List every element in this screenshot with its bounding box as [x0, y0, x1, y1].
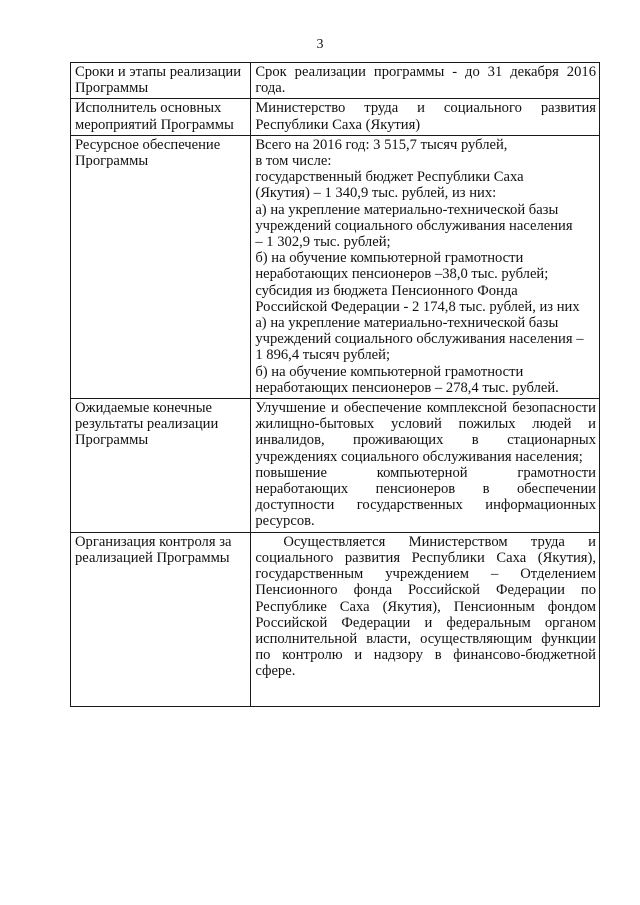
- funding-line: государственный бюджет Республики Саха: [255, 169, 524, 186]
- row-label: Исполнитель основных мероприятий Программы: [71, 99, 251, 135]
- row-label: Сроки и этапы реализации Программы: [71, 63, 251, 99]
- funding-line: а) на укрепление материально-технической базы: [255, 201, 559, 218]
- result-paragraph: повышение компьютерной грамотности неработающих пенсионеров в обеспечении доступности государственных информационных ресурсов.: [255, 464, 596, 530]
- table-row: [71, 135, 600, 398]
- funding-line: учреждений социального обслуживания населения: [255, 217, 573, 234]
- table-row: [71, 99, 600, 135]
- row-value: Срок реализации программы - до 31 декабря 2016 года.: [251, 63, 600, 99]
- row-label: Организация контроля за реализацией Программы: [71, 532, 251, 706]
- funding-cell: [251, 135, 600, 398]
- row-value: Осуществляется Министерством труда и социального развития Республики Саха (Якутия), государственным учреждением – Отделением Пенсионного фонда Российской Федерации по Республике Саха (Якутия), Пенсионным фондом Российской Федерации и федеральным органом исполнительной власти, осуществляющим функции по контролю и надзору в финансово-бюджетной сфере.: [251, 532, 600, 706]
- funding-line: неработающих пенсионеров – 278,4 тыс. рублей.: [255, 379, 559, 396]
- funding-line: б) на обучение компьютерной грамотности: [255, 250, 524, 267]
- funding-line: в том числе:: [255, 153, 332, 170]
- table-row: [71, 63, 600, 99]
- funding-line: Всего на 2016 год: 3 515,7 тысяч рублей,: [255, 136, 508, 153]
- funding-line: – 1 302,9 тыс. рублей;: [255, 234, 391, 251]
- table-row: [71, 399, 600, 533]
- funding-line: 1 896,4 тысяч рублей;: [255, 347, 391, 364]
- table-row: [71, 532, 600, 706]
- funding-line: б) на обучение компьютерной грамотности: [255, 363, 524, 380]
- program-passport-table: [70, 62, 600, 707]
- funding-line: учреждений социального обслуживания населения –: [255, 331, 584, 348]
- row-label: Ресурсное обеспечение Программы: [71, 135, 251, 398]
- funding-line: а) на укрепление материально-технической базы: [255, 315, 559, 332]
- funding-line: неработающих пенсионеров –38,0 тыс. рублей;: [255, 266, 549, 283]
- results-cell: [251, 399, 600, 533]
- result-paragraph: Улучшение и обеспечение комплексной безопасности жилищно-бытовых условий пожилых людей и инвалидов, проживающих в стационарных учреждениях социального обслуживания населения;: [255, 400, 596, 465]
- funding-line: Российской Федерации - 2 174,8 тыс. рублей, из них: [255, 298, 580, 315]
- row-value: Министерство труда и социального развития Республики Саха (Якутия): [251, 99, 600, 135]
- page-number: 3: [316, 37, 324, 52]
- funding-line: (Якутия) – 1 340,9 тыс. рублей, из них:: [255, 185, 497, 202]
- row-label: Ожидаемые конечные результаты реализации Программы: [71, 399, 251, 533]
- funding-line: субсидия из бюджета Пенсионного Фонда: [255, 282, 518, 299]
